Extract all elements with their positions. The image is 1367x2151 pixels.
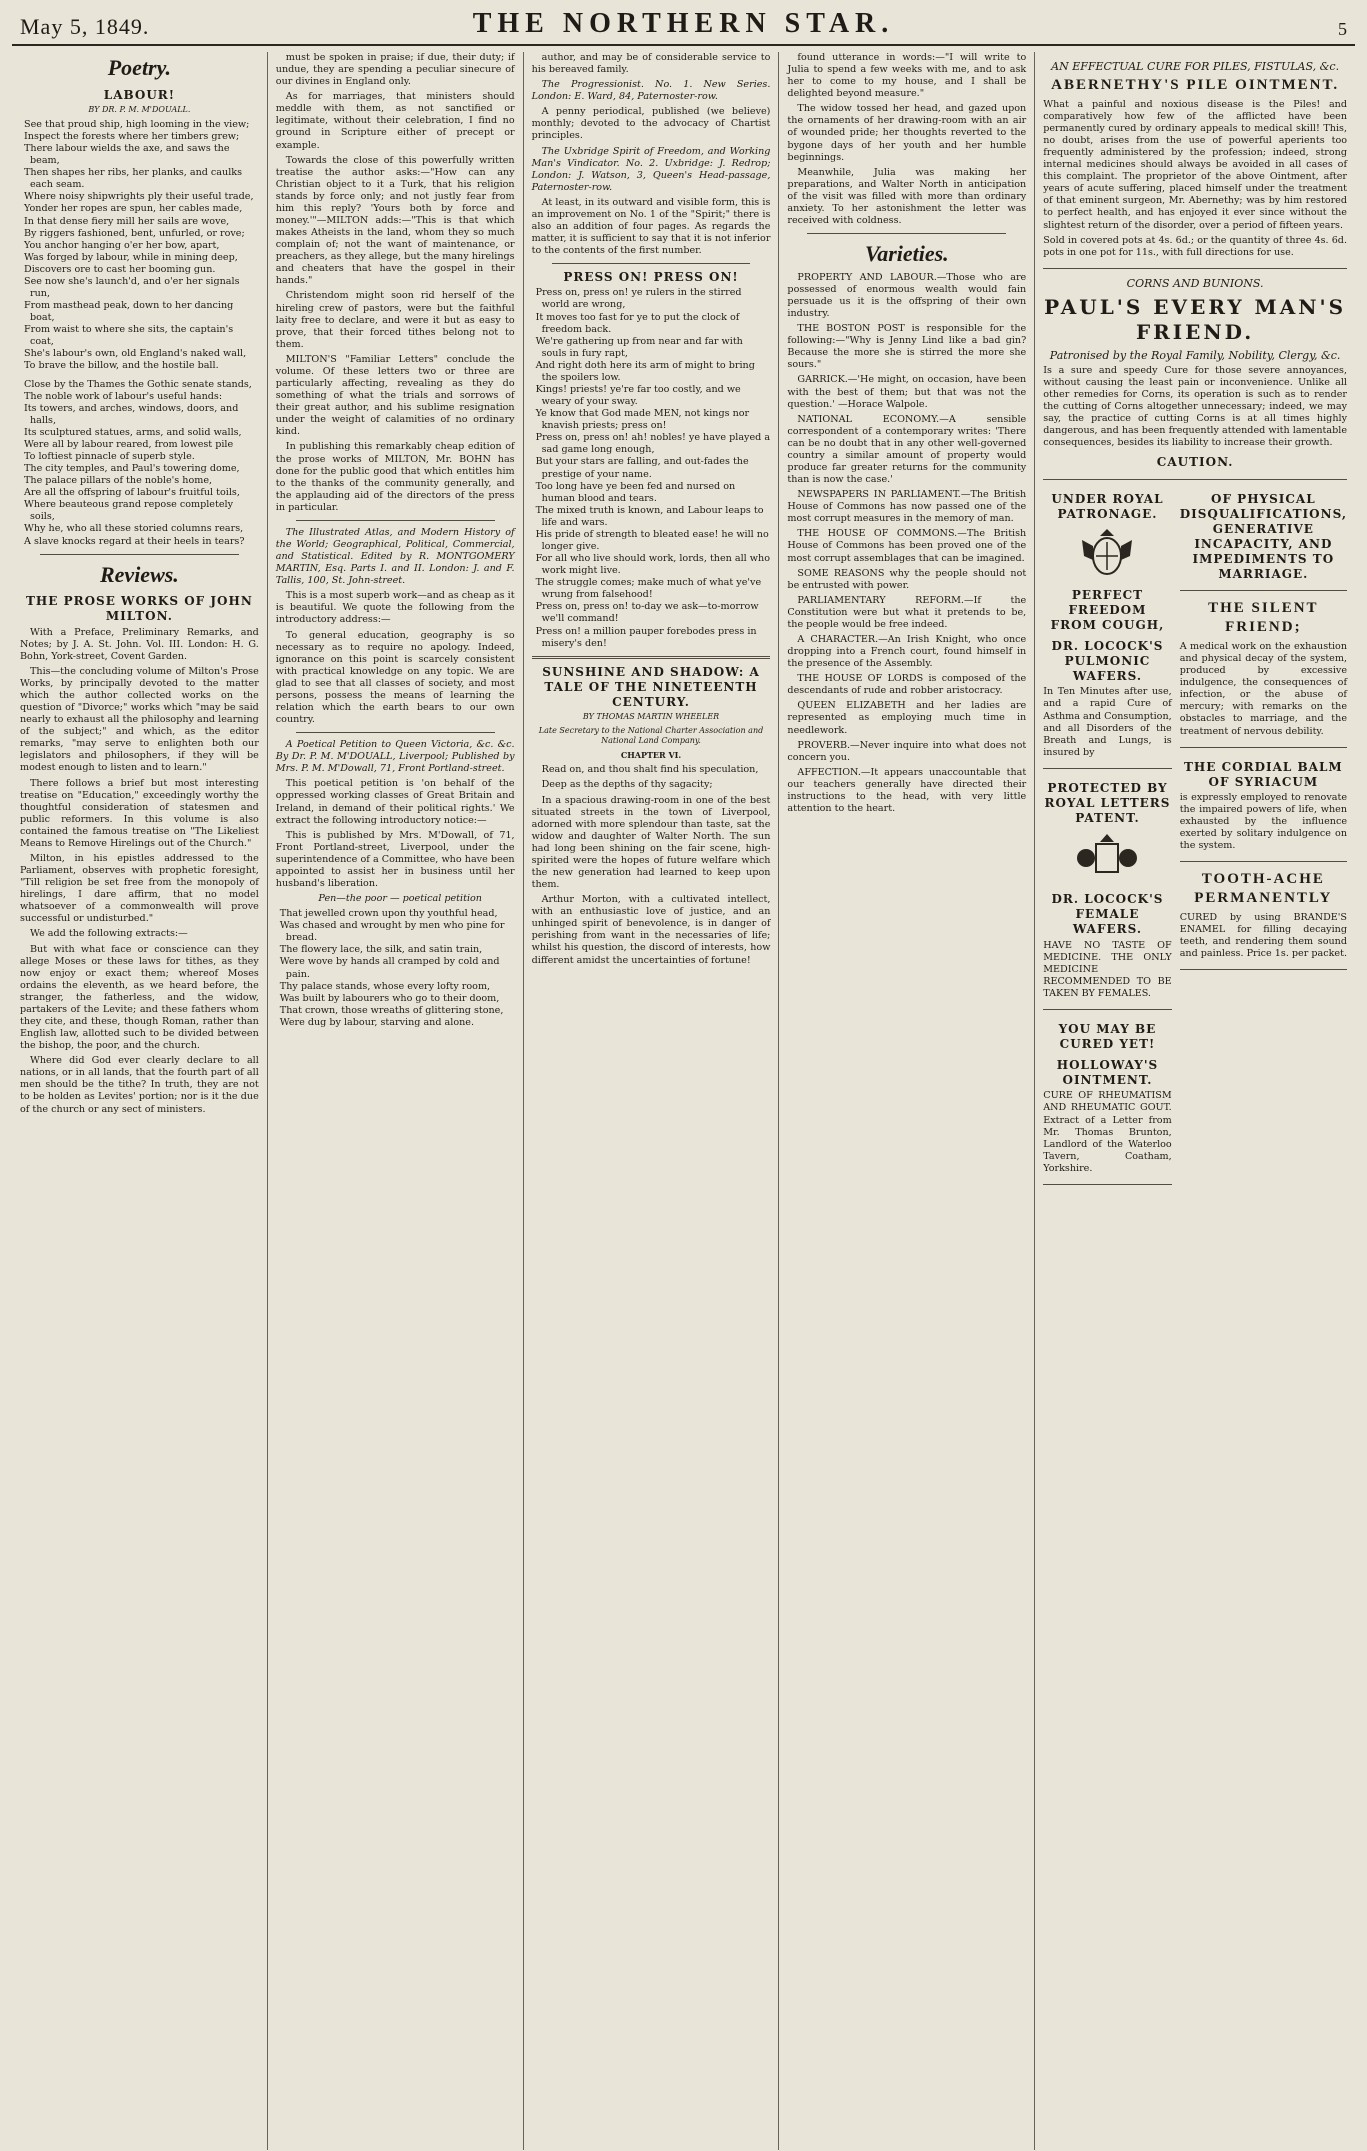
divider <box>296 520 495 521</box>
divider <box>40 554 239 555</box>
article-paragraph: In publishing this remarkably cheap edition of the prose works of MILTON, Mr. BOHN has done for the public good that which entitles him to the thanks of the community generally, and the applauding aid of the directors of the press in particular. <box>275 441 515 513</box>
poem-line: From waist to where she sits, the captain's coat, <box>24 324 234 348</box>
review-paragraph: This—the concluding volume of Milton's Prose Works, by principally devoted to the matter which the author collected works on the question of "Divorce;" works which "may be said nearly to exhaust all the philosophy and learning of the subject;" and which, as the editor remarks, "may serve to enlighten both our legislators and philosophers, if they will be modest enough to listen and to learn." <box>20 665 259 774</box>
poem-line: A slave knocks regard at their heels in tears? <box>24 535 245 547</box>
story-title: SUNSHINE AND SHADOW: A TALE OF THE NINETEENTH CENTURY. <box>542 664 760 709</box>
poem-line: In that dense fiery mill her sails are wove, <box>24 215 230 227</box>
ad-silent-friend <box>1180 591 1347 747</box>
article-paragraph: A penny periodical, published (we believe) monthly; devoted to the advocacy of Chartist principles. <box>531 106 771 142</box>
ad-pulmonic-wafers <box>1043 480 1171 769</box>
poem-line: The mixed truth is known, and Labour leaps to life and wars. <box>535 504 764 528</box>
poem-line: His pride of strength to bleated ease! he will no longer give. <box>535 528 769 552</box>
ad-title: YOU MAY BE CURED YET! <box>1058 1021 1157 1052</box>
poem-line: The struggle comes; make much of what ye've wrung from falsehood! <box>535 577 762 601</box>
column-1 <box>12 52 268 2150</box>
story-byline: BY THOMAS MARTIN WHEELER <box>582 712 720 722</box>
ad-title: TOOTH-ACHE PERMANENTLY <box>1194 871 1333 907</box>
ad-title: THE SILENT FRIEND; <box>1208 600 1319 636</box>
divider <box>296 732 495 733</box>
royal-arms-icon <box>1062 830 1152 886</box>
royal-crest-icon <box>1062 526 1152 582</box>
variety-item: GARRICK.—'He might, on occasion, have been with the best of them; but that was not the question.' —Horace Walpole. <box>787 374 1027 410</box>
variety-item: PROVERB.—Never inquire into what does not concern you. <box>787 739 1027 763</box>
variety-item: THE HOUSE OF LORDS is composed of the descendants of rude and robber aristocracy. <box>787 673 1027 697</box>
poem-line: See that proud ship, high looming in the view; <box>24 118 250 130</box>
section-varieties-head: Varieties. <box>864 241 949 267</box>
poem-labour <box>20 119 259 548</box>
poem-excerpt <box>276 908 515 1029</box>
poem-excerpt-head: Pen—the poor — poetical petition <box>318 893 482 905</box>
poem-line: There labour wields the axe, and saws the beam, <box>24 143 230 167</box>
variety-item: A CHARACTER.—An Irish Knight, who once dropping into a French court, found himself in the presence of the Assembly. <box>787 634 1027 670</box>
poem-line: Yonder her ropes are spun, her cables made, <box>24 203 243 215</box>
poem-line: Where noisy shipwrights ply their useful trade, <box>24 191 254 203</box>
newspaper-title: THE NORTHERN STAR. <box>472 8 895 39</box>
poem-line: To brave the billow, and the hostile ball. <box>24 360 219 372</box>
story-paragraph: Deep as the depths of thy sagacity; <box>541 779 713 791</box>
review-paragraph: Where did God ever clearly declare to all nations, or in all lands, that the fourth part of all men should be the tithe? In truth, they are not to be holden as Levites' portion; nor is it the due of the church or any sect of ministers. <box>20 1055 259 1115</box>
poem-line: You anchor hanging o'er her bow, apart, <box>24 239 220 251</box>
article-paragraph: This is published by Mrs. M'Dowall, of 71, Front Portland-street, Liverpool, under the superintendence of a Committee, who have been appointed to assist her in business until her husband's liberation. <box>275 829 515 889</box>
poem-line: Are all the offspring of labour's fruitful toils, <box>24 487 240 499</box>
ad-cordial-balm <box>1180 748 1347 863</box>
ad-pauls-friend <box>1043 269 1347 480</box>
poem-line: Press on, press on! ah! nobles! ye have played a sad game long enough, <box>535 432 771 456</box>
ad-female-wafers <box>1043 769 1171 1010</box>
article-paragraph: must be spoken in praise; if due, their duty; if undue, they are spending a peculiar sinecure of our divines in England only. <box>275 52 515 88</box>
poem-line: To loftiest pinnacle of superb style. <box>24 451 195 463</box>
page-number: 5 <box>1338 19 1347 39</box>
poem-title: PRESS ON! PRESS ON! <box>563 270 739 285</box>
poem-line: Discovers ore to cast her booming gun. <box>24 263 216 275</box>
story-paragraph: In a spacious drawing-room in one of the best situated streets in the town of Liverpool, adorned with more splendour than taste, sat the widow and daughter of Walter North. The sun had long been shining on the fair scene, high-spirited were the hopes of future welfare which the new generation had learned to keep upon them. <box>531 794 771 891</box>
ad-heading: OF PHYSICAL DISQUALIFICATIONS, GENERATIVE INCAPACITY, AND IMPEDIMENTS TO MARRIAGE. <box>1179 491 1348 582</box>
poem-line: Was built by labourers who go to their doom, <box>279 992 500 1004</box>
story-chapter: CHAPTER VI. <box>620 750 682 761</box>
variety-item: THE HOUSE OF COMMONS.—The British House of Commons has been proved one of the most corrupt assemblages that can be imagined. <box>787 528 1027 564</box>
ad-heading: DR. LOCOCK'S FEMALE WAFERS. <box>1051 892 1164 937</box>
column-4 <box>779 52 1035 2150</box>
poem-line: By riggers fashioned, bent, unfurled, or rove; <box>24 227 245 239</box>
poem-line: Ye know that God made MEN, not kings nor knavish priests; press on! <box>535 408 750 432</box>
divider <box>807 233 1006 234</box>
poem-line: That jewelled crown upon thy youthful head, <box>279 908 498 920</box>
ad-caution: CAUTION. <box>1156 455 1234 470</box>
ad-subheading: DR. LOCOCK'S PULMONIC WAFERS. <box>1051 639 1164 684</box>
column-5-advertisements <box>1035 52 1355 2150</box>
poem-line: Were all by labour reared, from lowest pile <box>24 438 234 450</box>
variety-item: THE BOSTON POST is responsible for the following:—"Why is Jenny Lind like a bad gin? Because the more she is stirred the more she sours." <box>787 323 1027 371</box>
ad-heading: AN EFFECTUAL CURE FOR PILES, FISTULAS, &c. <box>1051 60 1340 73</box>
ad-heading: CORNS AND BUNIONS. <box>1126 276 1264 290</box>
review-paragraph: There follows a brief but most interesting treatise on "Education," exceedingly worthy the thoughtful consideration of statesmen and public reformers. In this volume is also contained the famous treatise on "The Likeliest Means to Remove Hirelings out of the Church." <box>20 777 259 849</box>
ad-text: CURE OF RHEUMATISM AND RHEUMATIC GOUT. Extract of a Letter from Mr. Thomas Brunton, Landlord of the Waterloo Tavern, Coatham, Yorkshire. <box>1043 1090 1172 1174</box>
poem-line: Close by the Thames the Gothic senate stands, <box>24 378 252 390</box>
poem-line: For all who live should work, lords, then all who work might live. <box>535 553 770 577</box>
ad-left-stack <box>1043 480 1171 1185</box>
article-paragraph: Christendom might soon rid herself of the hireling crew of pastors, were but the faithful laity free to declare, and were it but as easy to prove, that their forced tithes belong not to them. <box>275 290 515 350</box>
poem-line: Why he, who all these storied columns rears, <box>24 523 244 535</box>
ad-heading: PERFECT FREEDOM FROM COUGH, <box>1050 587 1165 632</box>
ad-text: What a painful and noxious disease is the Piles! and comparatively how few of the afflicted have been permanently cured by ordinary appeals to medical skill! This, no doubt, arises from the use of powerful aperients too frequently administered by the profession; indeed, strong internal medicines should always be avoided in all cases of this complaint. The proprietor of the above Ointment, after years of acute suffering, placed himself under the treatment of that eminent surgeon, Mr. Abernethy; was by him restored to perfect health, and has enjoyed it ever since without the slightest return of the disorder, over a period of fifteen years. <box>1043 98 1347 231</box>
variety-item: QUEEN ELIZABETH and her ladies are represented as employing much time in needlework. <box>787 700 1027 736</box>
review-paragraph: But with what face or conscience can they allege Moses or these laws for tithes, as they now enjoy or exact them; whereof Moses ordains the eleventh, as we heard before, the stranger, the fatherless, and the widow, partakers of the Levite; and these fathers whom they cite, and these, though Roman, rather than English law, allotted such to be divided between the bishop, the poor, and the church. <box>20 943 259 1052</box>
ad-title: UNDER ROYAL PATRONAGE. <box>1051 491 1164 521</box>
story-paragraph: Arthur Morton, with a cultivated intellect, with an enthusiastic love of justice, and an unhinged spirit of benevolence, is in danger of perishing from want in the necessaries of life; whilst his question, the discord of interests, how different amidst the uncertainties of fortune! <box>531 894 771 966</box>
divider <box>552 263 751 264</box>
article-paragraph: At least, in its outward and visible form, this is an improvement on No. 1 of the "Spirit;" there is also an addition of four pages. As regards the matter, it is sufficient to say that it is not inferior to the contents of the first number. <box>531 196 771 257</box>
poem-line: Press on, press on! to-day we ask—to-morrow we'll command! <box>535 601 759 625</box>
ad-holloway <box>1043 1010 1171 1185</box>
petition-review-title: A Poetical Petition to Queen Victoria, &c. &c. By Dr. P. M. M'DOUALL, Liverpool; Published by Mrs. P. M. M'Dowall, 71, Front Portland-street. <box>275 739 515 775</box>
poem-line: Press on, press on! ye rulers in the stirred world are wrong, <box>535 287 742 311</box>
story-subtitle: Late Secretary to the National Charter Association and National Land Company. <box>538 726 764 746</box>
ad-right-stack <box>1180 480 1347 1185</box>
ad-title: PAUL'S EVERY MAN'S FRIEND. <box>1044 294 1347 344</box>
poem-line: See now she's launch'd, and o'er her signals run, <box>24 275 240 299</box>
poem-line: Its sculptured statues, arms, and solid walls, <box>24 426 242 438</box>
poem-line: That crown, those wreaths of glittering stone, <box>279 1004 504 1016</box>
poem-line: Was chased and wrought by men who pine for bread. <box>279 920 505 944</box>
ad-title: THE CORDIAL BALM OF SYRIACUM <box>1184 759 1343 789</box>
column-2 <box>268 52 524 2150</box>
article-paragraph: To general education, geography is so necessary as to require no apology. Indeed, ignorance on this point is scarcely consistent with practical knowledge on any topic. We are glad to see that all classes of society, and most persons, possess the means of learning the relation which the earth bears to our own country. <box>275 629 515 726</box>
review-title: THE PROSE WORKS OF JOHN MILTON. <box>26 594 253 624</box>
ad-text: A medical work on the exhaustion and physical decay of the system, produced by excessive indulgence, the consequences of infection, or the abuse of mercury; with remarks on the obstacles to marriage, and the treatment of nervous debility. <box>1179 640 1347 737</box>
poem-title: LABOUR! <box>103 87 176 102</box>
column-3 <box>524 52 780 2150</box>
article-paragraph: This poetical petition is 'on behalf of the oppressed working classes of Great Britain and Ireland, in demand of their political rights.' We extract the following introductory notice:— <box>275 778 515 826</box>
story-paragraph: found utterance in words:—"I will write to Julia to spend a few weeks with me, and to ask her to come to my house, and I shall be delighted beyond measure." <box>787 52 1027 100</box>
ad-physical-disqualifications <box>1180 480 1347 592</box>
story-paragraph: Read on, and thou shalt find his speculation, <box>541 764 759 776</box>
article-paragraph: author, and may be of considerable service to his bereaved family. <box>531 52 771 76</box>
poem-byline: BY DR. P. M. M'DOUALL. <box>88 104 191 114</box>
poem-line: The noble work of labour's useful hands: <box>24 390 223 402</box>
ad-heading: HOLLOWAY'S OINTMENT. <box>1056 1058 1159 1088</box>
issue-date: May 5, 1849. <box>20 14 150 39</box>
ad-abernethy <box>1043 52 1347 269</box>
poem-line: The flowery lace, the silk, and satin train, <box>279 944 483 956</box>
atlas-review-title: The Illustrated Atlas, and Modern History of the World; Geographical, Political, Commercial, and Statistical. Edited by R. MONTGOMERY MARTIN, Esq. Parts I. and II. London: J. and F. Tallis, 100, St. John-street. <box>275 526 515 587</box>
article-paragraph: This is a most superb work—and as cheap as it is beautiful. We quote the following from the introductory address:— <box>275 590 515 626</box>
ad-text: is expressly employed to renovate the impaired powers of life, when exhausted by the influence exerted by solitary indulgence on the system. <box>1179 791 1347 852</box>
poem-line: We're gathering up from near and far with souls in fury rapt, <box>535 335 743 359</box>
poem-line: The palace pillars of the noble's home, <box>24 475 213 487</box>
ad-text: CURED by using BRANDE'S ENAMEL for filling decaying teeth, and rendering them sound and painless. Price 1s. per packet. <box>1179 911 1347 960</box>
ad-title: PROTECTED BY ROYAL LETTERS PATENT. <box>1044 780 1171 826</box>
poem-line: It moves too fast for ye to put the clock of freedom back. <box>535 311 740 335</box>
poem-line: Too long have ye been fed and nursed on human blood and tears. <box>535 480 736 504</box>
story-paragraph: The widow tossed her head, and gazed upon the ornaments of her drawing-room with an air of wounded pride; her thoughts reverted to the bygone days of her youth and her humble beginnings. <box>787 103 1027 163</box>
poem-line: Thy palace stands, whose every lofty room, <box>279 980 491 992</box>
section-reviews-head: Reviews. <box>99 561 179 587</box>
ad-price: Sold in covered pots at 4s. 6d.; or the quantity of three 4s. 6d. pots in one pot for 11s., with full directions for use. <box>1043 234 1347 258</box>
poem-line: Where beauteous grand repose completely soils, <box>24 499 234 523</box>
section-poetry-head: Poetry. <box>107 55 172 80</box>
uxbridge-review: The Uxbridge Spirit of Freedom, and Working Man's Vindicator. No. 2. Uxbridge: J. Redrop; London: J. Watson, 3, Queen's Head-passage, Paternoster-row. <box>531 145 771 193</box>
poem-line: Were dug by labour, starving and alone. <box>279 1016 475 1028</box>
ad-title: ABERNETHY'S PILE OINTMENT. <box>1051 76 1340 93</box>
variety-item: NEWSPAPERS IN PARLIAMENT.—The British House of Commons has now passed one of the most corrupt measures in the memory of man. <box>787 489 1027 525</box>
review-paragraph: With a Preface, Preliminary Remarks, and Notes; by J. A. St. John. Vol. III. London: H. G. Bohn, York-street, Covent Garden. <box>20 626 259 662</box>
poem-line: Then shapes her ribs, her planks, and caulks each seam. <box>24 167 243 191</box>
ad-text: Is a sure and speedy Cure for those severe annoyances, without causing the least pain or inconvenience. Unlike all other remedies for Corns, its operation is such as to render the cutting of Corns altogether unnecessary; indeed, we may say, the practice of cutting Corns is at all times highly dangerous, and has been frequently attended with lamentable consequences, besides its liability to increase their growth. <box>1043 364 1347 449</box>
poem-line: From masthead peak, down to her dancing boat, <box>24 300 234 324</box>
poem-press-on <box>532 287 771 649</box>
ad-text: HAVE NO TASTE OF MEDICINE. THE ONLY MEDICINE RECOMMENDED TO BE TAKEN BY FEMALES. <box>1043 939 1172 999</box>
variety-item: AFFECTION.—It appears unaccountable that our teachers generally have directed their instructions to the head, with very little attention to the heart. <box>787 766 1027 815</box>
variety-item: SOME REASONS why the people should not be entrusted with power. <box>787 567 1027 591</box>
article-paragraph: Towards the close of this powerfully written treatise the author asks:—"How can any Christian object to it a Turk, that his religion stands by force only; and not justly fear from him this reply? 'Yours both by force and money.'"—MILTON adds:—"This is that which makes Atheists in the land, whom they so much complain of; not the want of maintenance, or preachers, as they allege, but the many hirelings and cheaters that have the gospel in their hands." <box>275 154 515 287</box>
poem-line: She's labour's own, old England's naked wall, <box>24 348 247 360</box>
variety-item: PARLIAMENTARY REFORM.—If the Constitution were but what it pretends to be, the people would be free indeed. <box>787 594 1027 630</box>
poem-line: Kings! priests! ye're far too costly, and we weary of your sway. <box>535 383 741 408</box>
article-paragraph: MILTON'S "Familiar Letters" conclude the volume. Of these letters two or three are particularly affecting, revealing as they do something of what the trials and sorrows of their great author, and his sublime resignation under the weight of calamities of no ordinary kind. <box>275 353 515 438</box>
ad-tooth-ache <box>1180 862 1347 970</box>
review-paragraph: We add the following extracts:— <box>30 928 188 940</box>
progressionist-review: The Progressionist. No. 1. New Series. London: E. Ward, 84, Paternoster-row. <box>531 79 771 103</box>
poem-line: And right doth here its arm of might to bring the spoilers low. <box>535 359 755 383</box>
poem-line: Were wove by hands all cramped by cold and pain. <box>279 956 500 980</box>
ad-split <box>1043 480 1347 1185</box>
poem-line: Its towers, and arches, windows, doors, and halls, <box>24 402 239 426</box>
article-paragraph: As for marriages, that ministers should meddle with them, as not sanctified or legitimate, without their celebration, I find no ground in Scripture either of precept or example. <box>275 91 515 151</box>
divider <box>532 656 771 659</box>
story-paragraph: Meanwhile, Julia was making her preparations, and Walter North in anticipation of the visit was filled with more than ordinary anxiety. To her astonishment the letter was received with coldness. <box>787 166 1027 227</box>
poem-line: Press on! a million pauper forebodes press in misery's den! <box>535 625 757 649</box>
poem-line: Was forged by labour, while in mining deep, <box>24 251 238 263</box>
review-paragraph: Milton, in his epistles addressed to the Parliament, observes with prophetic foresight, "Till religion be set free from the monopoly of hirelings, I dare affirm, that no model whatsoever of a commonwealth will prove successful or undisturbed." <box>20 852 259 925</box>
columns <box>12 52 1355 2150</box>
variety-item: NATIONAL ECONOMY.—A sensible correspondent of a contemporary writes: 'There can be no doubt that in any other well-governed country a similar amount of property would produce far greater returns for the community than is now the case.' <box>787 413 1027 486</box>
poem-line: Inspect the forests where her timbers grew; <box>24 130 240 142</box>
variety-item: PROPERTY AND LABOUR.—Those who are possessed of enormous wealth would fain persuade us it is the offspring of their own industry. <box>787 271 1027 320</box>
poem-line: But your stars are falling, and out-fades the prestige of your name. <box>535 456 749 480</box>
masthead <box>12 0 1355 46</box>
ad-text: In Ten Minutes after use, and a rapid Cure of Asthma and Consumption, and all Disorders of the Breath and Lungs, is insured by <box>1043 686 1172 758</box>
ad-subtitle: Patronised by the Royal Family, Nobility, Clergy, &c. <box>1049 349 1341 362</box>
poem-line: The city temples, and Paul's towering dome, <box>24 463 240 475</box>
